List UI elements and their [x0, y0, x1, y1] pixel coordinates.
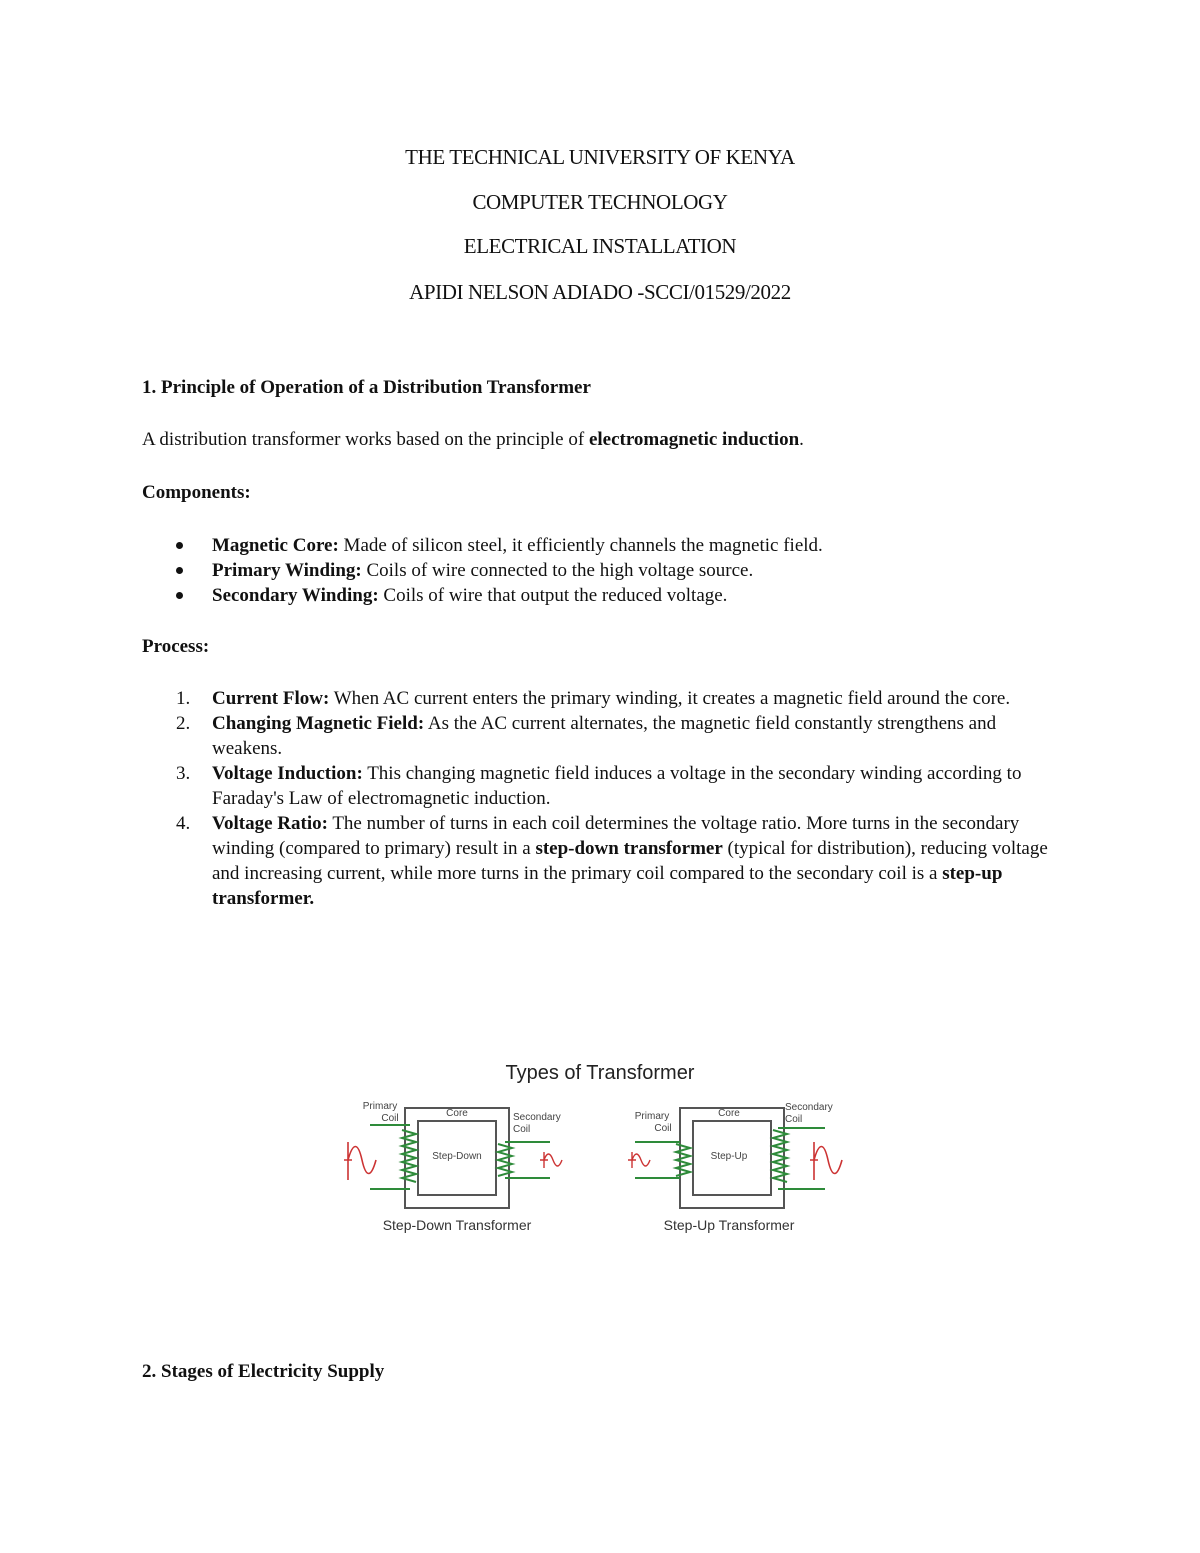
bullet-icon [176, 592, 183, 599]
list-item [142, 533, 1042, 558]
item-text-continued: (typical for distribution), reducing voltage and increasing current, while more turns in the primary coil compared to the secondary coil is a [212, 838, 1048, 884]
secondary-label: Secondary [513, 1112, 561, 1123]
secondary-label: Coil [513, 1124, 531, 1135]
process-heading: Process: [142, 636, 210, 657]
item-text: Coils of wire connected to the high voltage source. [361, 560, 754, 581]
process-list [142, 686, 1062, 911]
input-wave-icon [628, 1152, 650, 1168]
secondary-label: Secondary [785, 1102, 833, 1113]
item-term: Primary Winding: [212, 560, 362, 581]
item-bold-term: step-down transformer [535, 838, 723, 859]
item-text: The number of turns in each coil determines the voltage ratio. More turns in the secondary winding (compared to primary) result in a [212, 813, 1020, 859]
primary-label: Coil [381, 1113, 399, 1124]
item-term: Magnetic Core: [212, 535, 339, 556]
list-item [142, 711, 1062, 761]
center-label: Step-Down [432, 1151, 482, 1162]
bullet-icon [176, 567, 183, 574]
list-item [142, 686, 1062, 711]
components-heading: Components: [142, 482, 251, 503]
item-number: 4. [176, 813, 191, 834]
department-name: COMPUTER TECHNOLOGY [472, 190, 728, 214]
item-text: Made of silicon steel, it efficiently channels the magnetic field. [338, 535, 823, 556]
item-number: 3. [176, 763, 191, 784]
item-term: Secondary Winding: [212, 585, 379, 606]
item-bold-term: step-up transformer. [212, 863, 1003, 909]
course-name: ELECTRICAL INSTALLATION [463, 234, 737, 258]
intro-bold-term: electromagnetic induction [588, 429, 800, 450]
transformer-diagram [330, 1056, 870, 1241]
item-term: Voltage Induction: [212, 763, 363, 784]
bullet-icon [176, 542, 183, 549]
item-text: As the AC current alternates, the magnetic field constantly strengthens and weakens. [212, 713, 997, 759]
intro-paragraph [142, 429, 804, 451]
output-wave-icon [540, 1152, 562, 1168]
item-number: 2. [176, 713, 191, 734]
step-up-caption: Step-Up Transformer [663, 1217, 795, 1233]
item-term: Current Flow: [212, 688, 330, 709]
list-item [142, 811, 1062, 911]
student-name: APIDI NELSON ADIADO -SCCI/01529/2022 [409, 280, 791, 304]
item-term: Changing Magnetic Field: [212, 713, 425, 734]
components-list [142, 533, 1042, 608]
input-wave-icon [344, 1142, 376, 1180]
item-text: Coils of wire that output the reduced voltage. [378, 585, 728, 606]
secondary-label: Coil [785, 1114, 803, 1125]
figure-title: Types of Transformer [505, 1062, 695, 1084]
core-label: Core [446, 1108, 468, 1119]
section-2-heading: 2. Stages of Electricity Supply [142, 1361, 385, 1382]
primary-label: Primary [634, 1111, 670, 1122]
item-number: 1. [176, 688, 191, 709]
item-text: This changing magnetic field induces a voltage in the secondary winding according to Faraday's Law of electromagnetic induction. [212, 763, 1022, 809]
list-item [142, 583, 1042, 608]
core-label: Core [718, 1108, 740, 1119]
list-item [142, 761, 1062, 811]
step-up-transformer [628, 1102, 842, 1233]
step-down-caption: Step-Down Transformer [382, 1217, 532, 1233]
item-term: Voltage Ratio: [212, 813, 328, 834]
intro-end: . [799, 429, 804, 450]
step-down-transformer [344, 1101, 562, 1233]
list-item [142, 558, 1042, 583]
primary-label: Primary [362, 1101, 398, 1112]
primary-coil [676, 1144, 690, 1176]
university-name: THE TECHNICAL UNIVERSITY OF KENYA [405, 145, 795, 169]
item-text: When AC current enters the primary winding, it creates a magnetic field around the core. [329, 688, 1011, 709]
intro-text: A distribution transformer works based on the principle of [142, 429, 589, 450]
output-wave-icon [810, 1142, 842, 1180]
primary-label: Coil [654, 1123, 672, 1134]
section-1-heading: 1. Principle of Operation of a Distribution Transformer [142, 377, 591, 398]
center-label: Step-Up [710, 1151, 748, 1162]
